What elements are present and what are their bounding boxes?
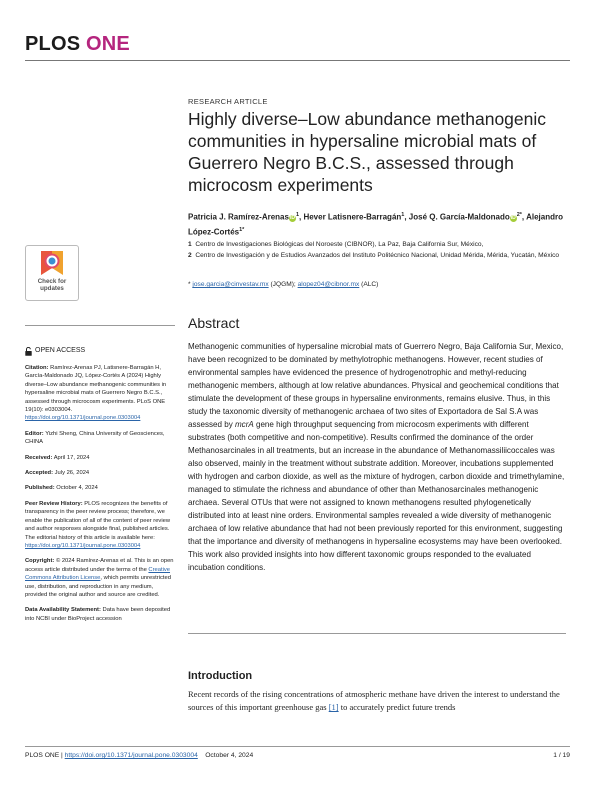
article-title: Highly diverse–Low abundance methanogenic communities in hypersaline microbial mats of Guerrero Negro B.C.S., assessed through microcosm experiments <box>188 109 547 195</box>
editor-label: Editor: <box>25 430 44 437</box>
copyright-text: © 2024 Ramírez-Arenas et al. This is an open access article distributed under the terms of the <box>25 558 174 573</box>
author-name[interactable]: Hever Latisnere-Barragán <box>303 212 402 222</box>
correspondence-initials: (ALC) <box>361 281 379 288</box>
introduction-heading: Introduction <box>188 670 253 682</box>
peer-review-link[interactable]: https://doi.org/10.1371/journal.pone.0303004 <box>25 542 141 549</box>
author-affiliation-sup: 2* <box>516 212 522 218</box>
data-availability-block <box>25 606 177 623</box>
copyright-block <box>25 557 177 599</box>
affiliation-number: 2 <box>188 251 192 259</box>
reference-link[interactable]: [1] <box>328 702 339 712</box>
check-for-updates-badge[interactable] <box>25 245 79 301</box>
affiliation-item <box>188 251 568 262</box>
orcid-icon[interactable]: iD <box>510 214 516 221</box>
abstract-text: Methanogenic communities of hypersaline microbial mats of Guerrero Negro, Baja California Sur, Mexico, have been recognized to be dominated by methylotrophic methanogens. However, recent studies of environmental samples have evidenced the presence of hydrogenotrophic and methyl-reducing methanogenic members, although at low relative abundances. Physical and geochemical conditions that stimulate the development of these groups in hypersaline environments, remains elusive. Thus, in this study the taxonomic diversity of methanogenic archaea of two sites of Exportadora de Sal S.A was assessed by <box>188 342 564 429</box>
footer-divider <box>25 746 570 747</box>
author-list: Patricia J. Ramírez-ArenasiD$^1$, Hever Latisnere-Barragán$^1$, José Q. García-MaldonadoiD$^{2*}$, Alejandro López-Cortés$^{1*}$ <box>188 212 563 237</box>
editor-text: Yizhi Sheng, China University of Geosciences, CHINA <box>25 430 165 446</box>
abstract-gene-name: mcrA <box>234 420 254 429</box>
check-for-updates-icon <box>39 249 65 277</box>
article-info-sidebar <box>25 347 177 630</box>
affiliation-text: Centro de Investigaciones Biológicas del Noroeste (CIBNOR), La Paz, Baja California Sur, México, <box>195 241 484 248</box>
affiliation-item <box>188 240 568 251</box>
header-divider <box>25 60 570 61</box>
open-access-label: OPEN ACCESS <box>35 347 86 355</box>
journal-logo-plos: PLOS <box>25 33 81 55</box>
footer-date: October 4, 2024 <box>205 752 254 759</box>
abstract-text-continued: gene high throughput sequencing from microcosm experiments with different substrates (both competitive and non-competitive). Results confirmed the dominance of the order Methanosarcinales in all treatments, but an increase in the abundance of Methanomassiliicoccales was also observed, mainly in the treatment without substrate addition. Moreover, incubations supplemented with hydrogen and carbon dioxide, as well as the mixture of hydrogen, carbon dioxide and trimethylamine, managed to stimulate the richness and abundance of other than Methanosarcinales methanogenic archaea. Several OTUs that were not assigned to known methanogens resulted phylogenetically distributed into at least nine orders. Environmental samples revealed a wide diversity of methanogenic archaea of low relative abundance that had not been previously reported for this environment, suggesting that the importance and diversity of methanogens in hypersaline ecosystems may have been overlooked. This work also provided insights into how different taxonomic groups responded to the evaluated incubation conditions. <box>188 420 565 572</box>
author-name[interactable]: Patricia J. Ramírez-Arenas <box>188 212 289 222</box>
journal-logo-one: ONE <box>86 33 130 55</box>
footer-doi-link[interactable]: https://doi.org/10.1371/journal.pone.0303004 <box>64 752 198 759</box>
accepted-block <box>25 469 177 477</box>
citation-text: Ramírez-Arenas PJ, Latisnere-Barragán H, García-Maldonado JQ, López-Cortés A (2024) Highly diverse–Low abundance methanogenic communities in hypersaline microbial mats of Guerrero Negro B.C.S., assessed through microcosm experiments. PLoS ONE 19(10): e0303004. <box>25 365 167 414</box>
received-label: Received: <box>25 454 53 461</box>
article-type: RESEARCH ARTICLE <box>188 97 268 106</box>
footer-separator: | <box>59 752 65 759</box>
copyright-text-end: , which permits unrestricted use, distribution, and reproduction in any medium, provided the original author and source are credited. <box>25 575 171 598</box>
author-name[interactable]: Alejandro López-Cortés <box>188 212 563 237</box>
abstract-divider <box>188 633 566 634</box>
correspondence-email-link[interactable]: jose.garcia@cinvestav.mx <box>192 281 269 288</box>
abstract-heading: Abstract <box>188 315 240 331</box>
accepted-label: Accepted: <box>25 470 54 477</box>
sidebar-divider <box>25 325 175 326</box>
abstract-body <box>188 340 566 574</box>
check-for-updates-line1: Check for <box>37 278 67 285</box>
correspondence-star: * <box>188 281 191 288</box>
received-block <box>25 454 177 462</box>
introduction-text-continued: to accurately predict future trends <box>338 702 456 712</box>
correspondence <box>188 281 568 288</box>
author-name[interactable]: José Q. García-Maldonado <box>408 212 510 222</box>
license-link[interactable]: Creative Commons Attribution License <box>25 566 171 582</box>
affiliations <box>188 240 568 261</box>
check-for-updates-line2: updates <box>40 285 64 292</box>
published-block <box>25 484 177 492</box>
citation-label: Citation: <box>25 365 49 371</box>
editor-block <box>25 430 177 447</box>
page-number: 1 / 19 <box>553 752 570 759</box>
data-availability-text: Data have been deposited into NCBI under BioProject accession <box>25 607 171 622</box>
page-footer <box>25 752 570 759</box>
journal-logo[interactable] <box>25 33 130 56</box>
data-availability-label: Data Availability Statement: <box>25 607 101 614</box>
correspondence-initials: (JQGM); <box>270 281 296 288</box>
footer-journal-name: PLOS ONE <box>25 752 60 759</box>
affiliation-number: 1 <box>188 241 192 248</box>
copyright-label: Copyright: <box>25 558 55 565</box>
check-for-updates-label <box>26 278 78 292</box>
open-lock-icon <box>25 347 32 356</box>
author-affiliation-sup: 1* <box>239 226 245 233</box>
orcid-icon[interactable]: iD <box>289 214 295 221</box>
accepted-date: July 26, 2024 <box>54 470 90 477</box>
citation-doi-link[interactable]: https://doi.org/10.1371/journal.pone.0303004 <box>25 415 141 422</box>
open-access-indicator <box>25 347 177 356</box>
received-date: April 17, 2024 <box>53 454 90 461</box>
published-date: October 4, 2024 <box>56 485 98 492</box>
correspondence-email-link[interactable]: alopez04@cibnor.mx <box>297 281 360 288</box>
introduction-text: Recent records of the rising concentrations of atmospheric methane have driven the interest to understand the sources of this important greenhouse gas <box>188 689 560 712</box>
affiliation-text: Centro de Investigación y de Estudios Avanzados del Instituto Politécnico Nacional, Unidad Mérida, Mérida, Yucatán, México <box>195 251 560 259</box>
citation-block <box>25 364 177 423</box>
peer-review-label: Peer Review History: <box>25 500 83 507</box>
author-affiliation-sup: 1 <box>401 212 405 218</box>
published-label: Published: <box>25 485 55 492</box>
peer-review-block <box>25 500 177 550</box>
introduction-body <box>188 688 568 714</box>
peer-review-text: PLOS recognizes the benefits of transparency in the peer review process; therefore, we enable the publication of all of the content of peer review and author responses alongside final, published articles. The editorial history of this article is available here: <box>25 500 171 541</box>
author-affiliation-sup: 1 <box>295 212 299 218</box>
